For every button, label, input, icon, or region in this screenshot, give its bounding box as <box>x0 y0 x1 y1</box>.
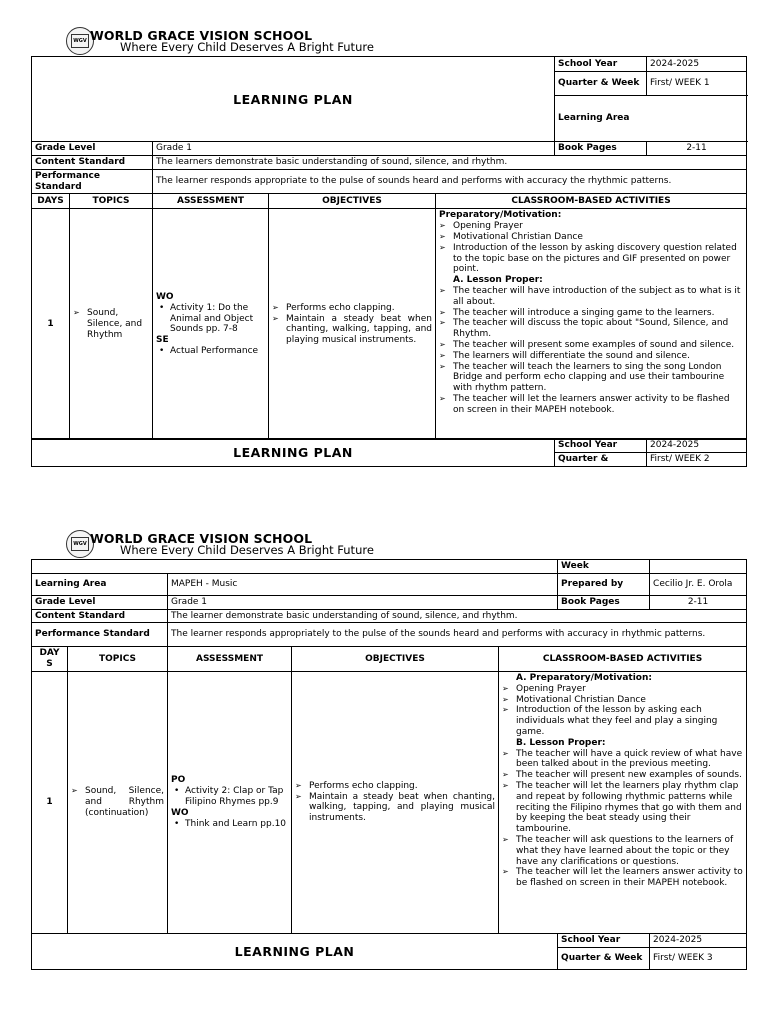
school-year-label: School Year <box>555 57 647 72</box>
performance-standard-label: Performance Standard <box>32 623 168 647</box>
topic-item: ➢ Sound, Silence, and Rhythm (continuation) <box>71 786 164 818</box>
assessment-po-item: • Activity 2: Clap or Tap Filipino Rhymes pp.9 <box>171 786 288 808</box>
objective-item: ➢ Performs echo clapping. <box>272 303 432 314</box>
quarter-week-label: Quarter & Week <box>555 72 647 96</box>
header-assessment: ASSESSMENT <box>153 194 269 209</box>
assessment-se-item: • Actual Performance <box>156 346 265 357</box>
header-topics: TOPICS <box>68 647 168 672</box>
lesson-heading: B. Lesson Proper: <box>516 737 606 748</box>
book-pages-label: Book Pages <box>555 142 647 156</box>
prep-heading: A. Preparatory/Motivation: <box>516 672 652 683</box>
lesson-item: ➢ The teacher will present new examples of sounds. <box>502 770 743 781</box>
lesson-item: ➢ The learners will differentiate the sound and silence. <box>439 351 743 362</box>
header-activities: CLASSROOM-BASED ACTIVITIES <box>499 647 747 672</box>
quarter-week-label: Quarter & <box>555 452 647 466</box>
performance-standard-value: The learner responds appropriate to the pulse of sounds heard and performs with accuracy the rhythmic patterns. <box>153 169 747 194</box>
quarter-week-value: First/ WEEK 2 <box>647 452 747 466</box>
objective-item: ➢ Performs echo clapping. <box>295 781 495 792</box>
school-year-value: 2024-2025 <box>647 57 747 72</box>
prep-item: ➢ Motivational Christian Dance <box>502 695 743 706</box>
objective-item: ➢ Maintain a steady beat when chanting, walking, tapping, and playing musical instruments. <box>272 314 432 346</box>
header-assessment: ASSESSMENT <box>168 647 292 672</box>
header-days: DAYS <box>32 194 70 209</box>
quarter-week-label: Quarter & Week <box>558 947 650 969</box>
grade-level-value: Grade 1 <box>168 595 558 609</box>
assessment-cell <box>153 209 269 440</box>
topic-cell <box>68 671 168 933</box>
lesson-item: ➢ The teacher will ask questions to the learners of what they have learned about the topic or they have any clarifications or questions. <box>502 835 743 867</box>
assessment-se-label: SE <box>156 335 169 346</box>
learning-plan-table-1 <box>31 56 747 440</box>
performance-standard-value: The learner responds appropriately to the pulse of the sounds heard and performs with accuracy in rhythmic patterns. <box>168 623 747 647</box>
school-year-value: 2024-2025 <box>647 439 747 453</box>
school-year-label: School Year <box>555 439 647 453</box>
header-activities: CLASSROOM-BASED ACTIVITIES <box>436 194 747 209</box>
learning-area-label: Learning Area <box>32 573 168 595</box>
header-topics: TOPICS <box>70 194 153 209</box>
week-label: Week <box>558 560 650 574</box>
week-value <box>650 560 747 574</box>
learning-plan-table-2 <box>31 438 747 467</box>
assessment-cell <box>168 671 292 933</box>
prep-item: ➢ Introduction of the lesson by asking each individuals what they feel and play a singing game. <box>502 705 743 737</box>
activities-cell <box>499 671 747 933</box>
header-objectives: OBJECTIVES <box>269 194 436 209</box>
blank-top <box>32 560 558 574</box>
lesson-heading: A. Lesson Proper: <box>453 275 543 286</box>
seal-text: WGV <box>71 34 89 48</box>
objective-item: ➢ Maintain a steady beat when chanting, walking, tapping, and playing musical instruments. <box>295 792 495 824</box>
quarter-week-value: First/ WEEK 3 <box>650 947 747 969</box>
grade-level-label: Grade Level <box>32 595 168 609</box>
lesson-item: ➢ The teacher will let the learners answer activity to be flashed on screen in their MAPEH notebook. <box>439 394 743 416</box>
learning-plan-title: LEARNING PLAN <box>32 57 555 142</box>
learning-area-value: MAPEH - Music <box>168 573 558 595</box>
assessment-wo-item: • Think and Learn pp.10 <box>171 819 288 830</box>
learning-plan-table-3 <box>31 559 747 970</box>
performance-standard-label: Performance Standard <box>32 169 153 194</box>
grade-level-value: Grade 1 <box>153 142 555 156</box>
topic-item: ➢ Sound, Silence, and Rhythm <box>73 308 149 340</box>
prep-item: ➢ Opening Prayer <box>439 221 743 232</box>
learning-plan-title: LEARNING PLAN <box>32 439 555 467</box>
book-pages-label: Book Pages <box>558 595 650 609</box>
school-motto: Where Every Child Deserves A Bright Future <box>120 40 374 54</box>
objectives-cell <box>269 209 436 440</box>
lesson-item: ➢ The teacher will have introduction of the subject as to what is it all about. <box>439 286 743 308</box>
objectives-cell <box>292 671 499 933</box>
assessment-wo-label: WO <box>156 291 174 302</box>
content-standard-value: The learners demonstrate basic understanding of sound, silence, and rhythm. <box>153 155 747 169</box>
school-name: WORLD GRACE VISION SCHOOL <box>90 28 313 43</box>
topic-cell <box>70 209 153 440</box>
school-motto: Where Every Child Deserves A Bright Future <box>120 543 374 557</box>
assessment-wo-item: • Activity 1: Do the Animal and Object Sounds pp. 7-8 <box>156 303 265 335</box>
lesson-item: ➢ The teacher will have a quick review of what have been talked about in the previous meeting. <box>502 749 743 771</box>
lesson-item: ➢ The teacher will discuss the topic about "Sound, Silence, and Rhythm. <box>439 318 743 340</box>
learning-plan-title: LEARNING PLAN <box>32 933 558 969</box>
prep-item: ➢ Introduction of the lesson by asking discovery question related to the topic base on the pictures and GIF presented on power point. <box>439 243 743 275</box>
school-year-label: School Year <box>558 933 650 947</box>
header-objectives: OBJECTIVES <box>292 647 499 672</box>
header-days: DAY S <box>32 647 68 672</box>
school-name: WORLD GRACE VISION SCHOOL <box>90 531 313 546</box>
school-year-value: 2024-2025 <box>650 933 747 947</box>
lesson-item: ➢ The teacher will let the learners play rhythm clap and repeat by following rhythmic patterns while reciting the Filipino rhymes that go with them and by keeping the beat steady using their tambourine. <box>502 781 743 835</box>
day-number: 1 <box>32 209 70 440</box>
prepared-by-label: Prepared by <box>558 573 650 595</box>
quarter-week-value: First/ WEEK 1 <box>647 72 747 96</box>
content-standard-label: Content Standard <box>32 609 168 623</box>
book-pages-value: 2-11 <box>650 595 747 609</box>
content-standard-label: Content Standard <box>32 155 153 169</box>
book-pages-value: 2-11 <box>647 142 747 156</box>
activities-cell <box>436 209 747 440</box>
prep-heading: Preparatory/Motivation: <box>439 210 562 221</box>
day-number: 1 <box>32 671 68 933</box>
seal-text: WGV <box>71 537 89 551</box>
content-standard-value: The learner demonstrate basic understanding of sound, silence, and rhythm. <box>168 609 747 623</box>
prep-item: ➢ Opening Prayer <box>502 684 743 695</box>
prepared-by-value: Cecilio Jr. E. Orola <box>650 573 747 595</box>
lesson-item: ➢ The teacher will introduce a singing game to the learners. <box>439 308 743 319</box>
assessment-po-label: PO <box>171 775 186 786</box>
lesson-item: ➢ The teacher will let the learners answer activity to be flashed on screen in their MAPEH notebook. <box>502 867 743 889</box>
lesson-item: ➢ The teacher will present some examples of sound and silence. <box>439 340 743 351</box>
grade-level-label: Grade Level <box>32 142 153 156</box>
lesson-item: ➢ The teacher will teach the learners to sing the song London Bridge and perform echo clapping and use their tambourine with rhythm pattern. <box>439 362 743 394</box>
assessment-wo-label: WO <box>171 807 189 818</box>
prep-item: ➢ Motivational Christian Dance <box>439 232 743 243</box>
learning-area-label: Learning Area <box>555 96 747 142</box>
